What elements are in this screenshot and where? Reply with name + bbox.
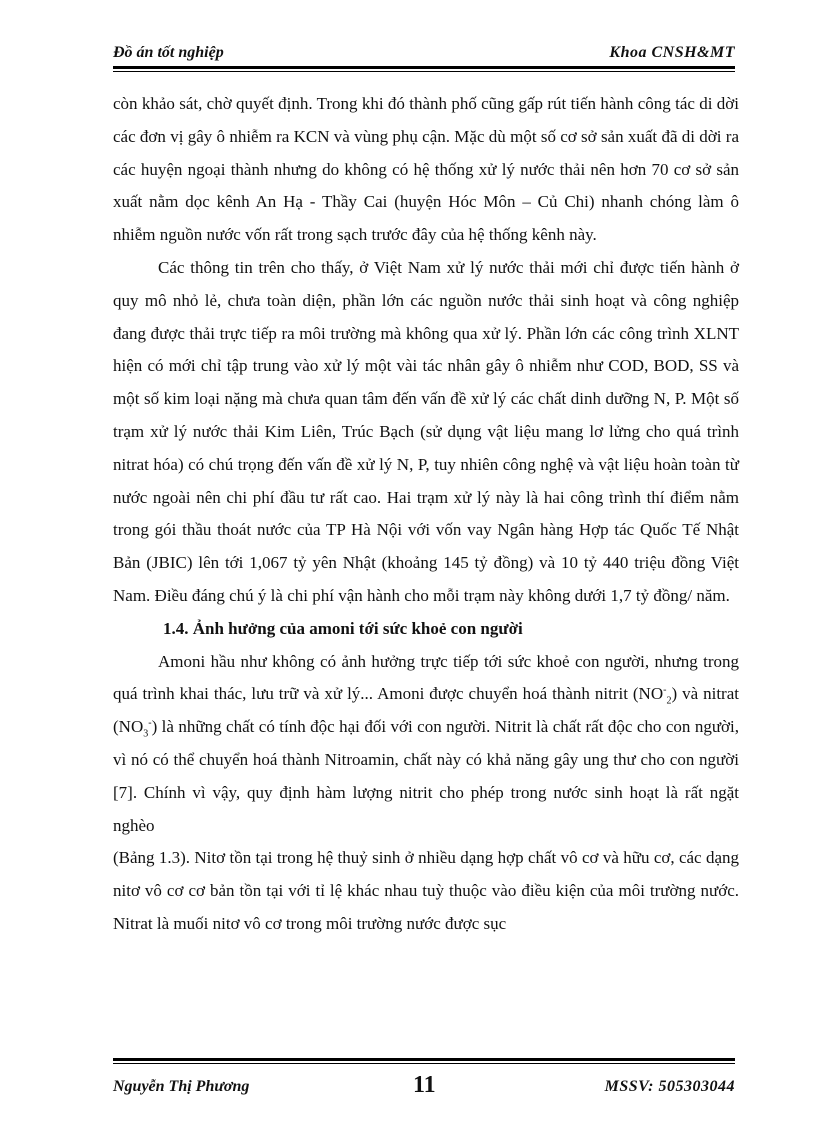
header-thesis-title: Đồ án tốt nghiệp [113,44,224,61]
paragraph-3: Amoni hầu như không có ảnh hưởng trực tiếp tới sức khoẻ con người, nhưng trong quá trình khai thác, lưu trữ và xử lý... Amoni được chuyển hoá thành nitrit $(NO^-_2)$ và nitrat $(NO_3^-)$ là những chất có tính độc hại đối với con người. Nitrit là chất rất độc cho con người, vì nó có thể chuyển hoá thành Nitroamin, chất này có khả năng gây ung thư cho con người [7]. Chính vì vậy, quy định hàm lượng nitrit cho phép trong nước sinh hoạt là rất ngặt nghèo [113,651,739,835]
page-header [113,44,735,68]
page-number: 11 [413,1072,436,1098]
section-heading: 1.4. Ảnh hưởng của amoni tới sức khoẻ con người [163,618,523,638]
page-footer [113,1058,735,1102]
header-rule-thin [113,71,735,72]
footer-rule-thin [113,1063,735,1064]
footer-author: Nguyễn Thị Phương [113,1078,250,1095]
paragraph-4: (Bảng 1.3). Nitơ tồn tại trong hệ thuỷ sinh ở nhiều dạng hợp chất vô cơ và hữu cơ, các dạng nitơ vô cơ cơ bản tồn tại với tỉ lệ khác nhau tuỳ thuộc vào điều kiện của môi trường nước. Nitrat là muối nitơ vô cơ trong môi trường nước được sục [113,848,739,933]
header-rule-thick [113,66,735,69]
page-body [113,88,739,941]
footer-rule-thick [113,1058,735,1061]
paragraph-2: Các thông tin trên cho thấy, ở Việt Nam xử lý nước thải mới chỉ được tiến hành ở quy mô nhỏ lẻ, chưa toàn diện, phần lớn các nguồn nước thải sinh hoạt và công nghiệp đang được thải trực tiếp ra môi trường mà không qua xử lý. Phần lớn các công trình XLNT hiện có mới chỉ tập trung vào xử lý một vài tác nhân gây ô nhiễm như COD, BOD, SS và một số kim loại nặng mà chưa quan tâm đến vấn đề xử lý các chất dinh dưỡng N, P. Một số trạm xử lý nước thải Kim Liên, Trúc Bạch (sử dụng vật liệu mang lơ lửng cho quá trình nitrat hóa) có chú trọng đến vấn đề xử lý N, P, tuy nhiên công nghệ và vật liệu hoàn toàn từ nước ngoài nên chi phí đầu tư rất cao. Hai trạm xử lý này là hai công trình thí điểm nằm trong gói thầu thoát nước của TP Hà Nội với vốn vay Ngân hàng Hợp tác Quốc Tế Nhật Bản (JBIC) lên tới 1,067 tỷ yên Nhật (khoảng 145 tỷ đồng) và 10 tỷ 440 triệu đồng Việt Nam. Điều đáng chú ý là chi phí vận hành cho mỗi trạm này không dưới 1,7 tỷ đồng/ năm. [113,257,739,605]
paragraph-1: còn khảo sát, chờ quyết định. Trong khi đó thành phố cũng gấp rút tiến hành công tác di dời các đơn vị gây ô nhiễm ra KCN và vùng phụ cận. Mặc dù một số cơ sở sản xuất đã di dời ra các huyện ngoại thành nhưng do không có hệ thống xử lý nước thải nên hơn 70 cơ sở sản xuất nằm dọc kênh An Hạ - Thầy Cai (huyện Hóc Môn – Củ Chi) nhanh chóng làm ô nhiễm nguồn nước vốn rất trong sạch trước đây của hệ thống kênh này. [113,94,739,245]
footer-student-id: MSSV: 505303044 [604,1078,735,1095]
header-faculty: Khoa CNSH&MT [609,44,735,61]
